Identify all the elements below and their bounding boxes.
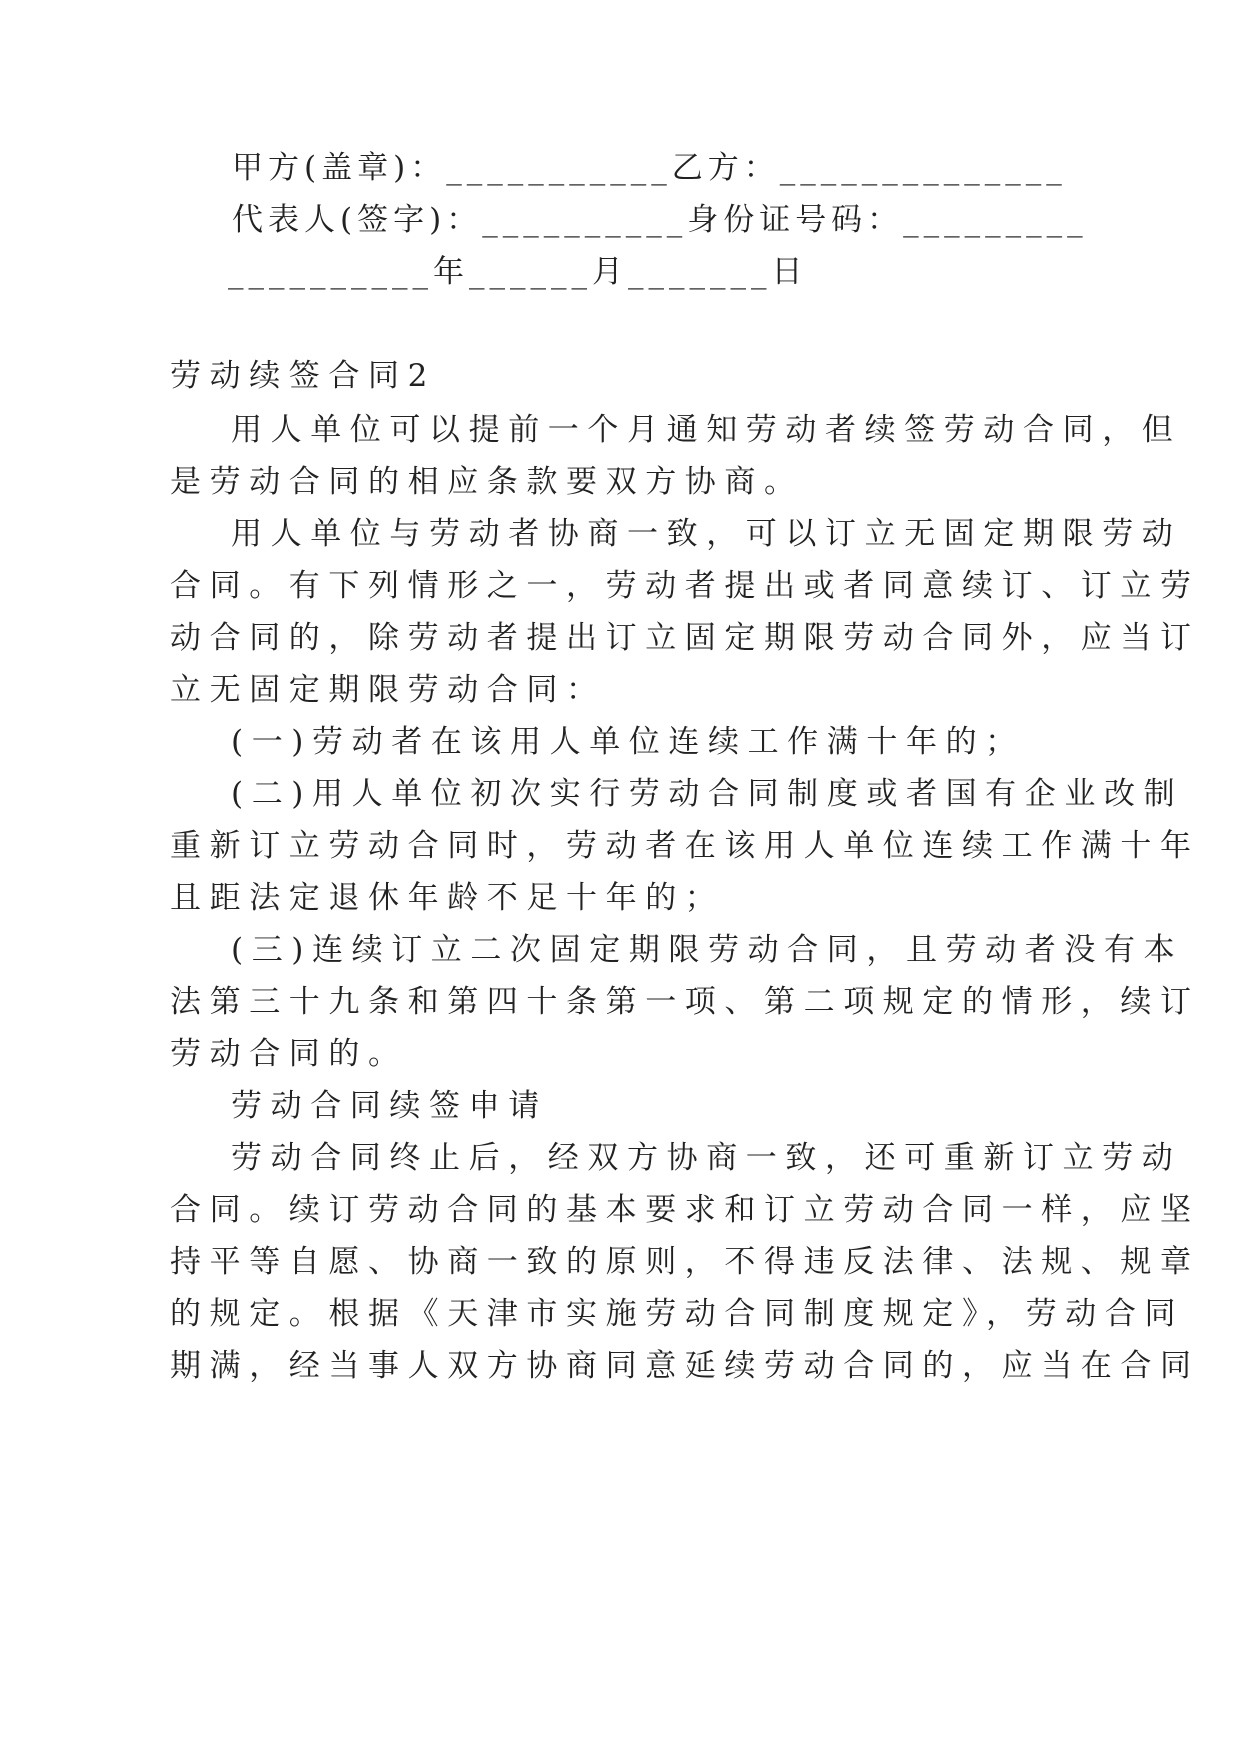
signature-representative-line: 代表人(签字)：__________身份证号码：_________ <box>232 202 1088 238</box>
list-item: 法第三十九条和第四十条第一项、第二项规定的情形，续订 <box>170 984 1200 1020</box>
paragraph-line: 是劳动合同的相应条款要双方协商。 <box>170 464 804 500</box>
paragraph-line: 期满，经当事人双方协商同意延续劳动合同的，应当在合同 <box>170 1348 1200 1384</box>
list-item: 劳动合同的。 <box>170 1036 408 1072</box>
paragraph-line: 用人单位可以提前一个月通知劳动者续签劳动合同，但 <box>231 412 1182 448</box>
list-item: (一)劳动者在该用人单位连续工作满十年的； <box>231 724 1025 760</box>
list-item: (二)用人单位初次实行劳动合同制度或者国有企业改制 <box>231 776 1184 812</box>
paragraph-line: 合同。续订劳动合同的基本要求和订立劳动合同一样，应坚 <box>170 1192 1200 1228</box>
paragraph-line: 持平等自愿、协商一致的原则，不得违反法律、法规、规章 <box>170 1244 1200 1280</box>
paragraph-line: 立无固定期限劳动合同： <box>170 672 606 708</box>
signature-date-line: __________年______月_______日 <box>228 254 808 290</box>
list-item: 且距法定退休年龄不足十年的； <box>170 880 725 916</box>
section-title: 劳动续签合同2 <box>170 358 436 394</box>
list-item: 重新订立劳动合同时，劳动者在该用人单位连续工作满十年 <box>170 828 1200 864</box>
paragraph-line: 动合同的，除劳动者提出订立固定期限劳动合同外，应当订 <box>170 620 1200 656</box>
subheading: 劳动合同续签申请 <box>231 1088 548 1124</box>
paragraph-line: 用人单位与劳动者协商一致，可以订立无固定期限劳动 <box>231 516 1182 552</box>
list-item: (三)连续订立二次固定期限劳动合同，且劳动者没有本 <box>231 932 1184 968</box>
paragraph-line: 劳动合同终止后，经双方协商一致，还可重新订立劳动 <box>231 1140 1182 1176</box>
signature-party-a-line: 甲方(盖章)：___________乙方：______________ <box>232 150 1067 186</box>
paragraph-line: 的规定。根据《天津市实施劳动合同制度规定》，劳动合同 <box>170 1296 1185 1332</box>
paragraph-line: 合同。有下列情形之一，劳动者提出或者同意续订、订立劳 <box>170 568 1200 604</box>
